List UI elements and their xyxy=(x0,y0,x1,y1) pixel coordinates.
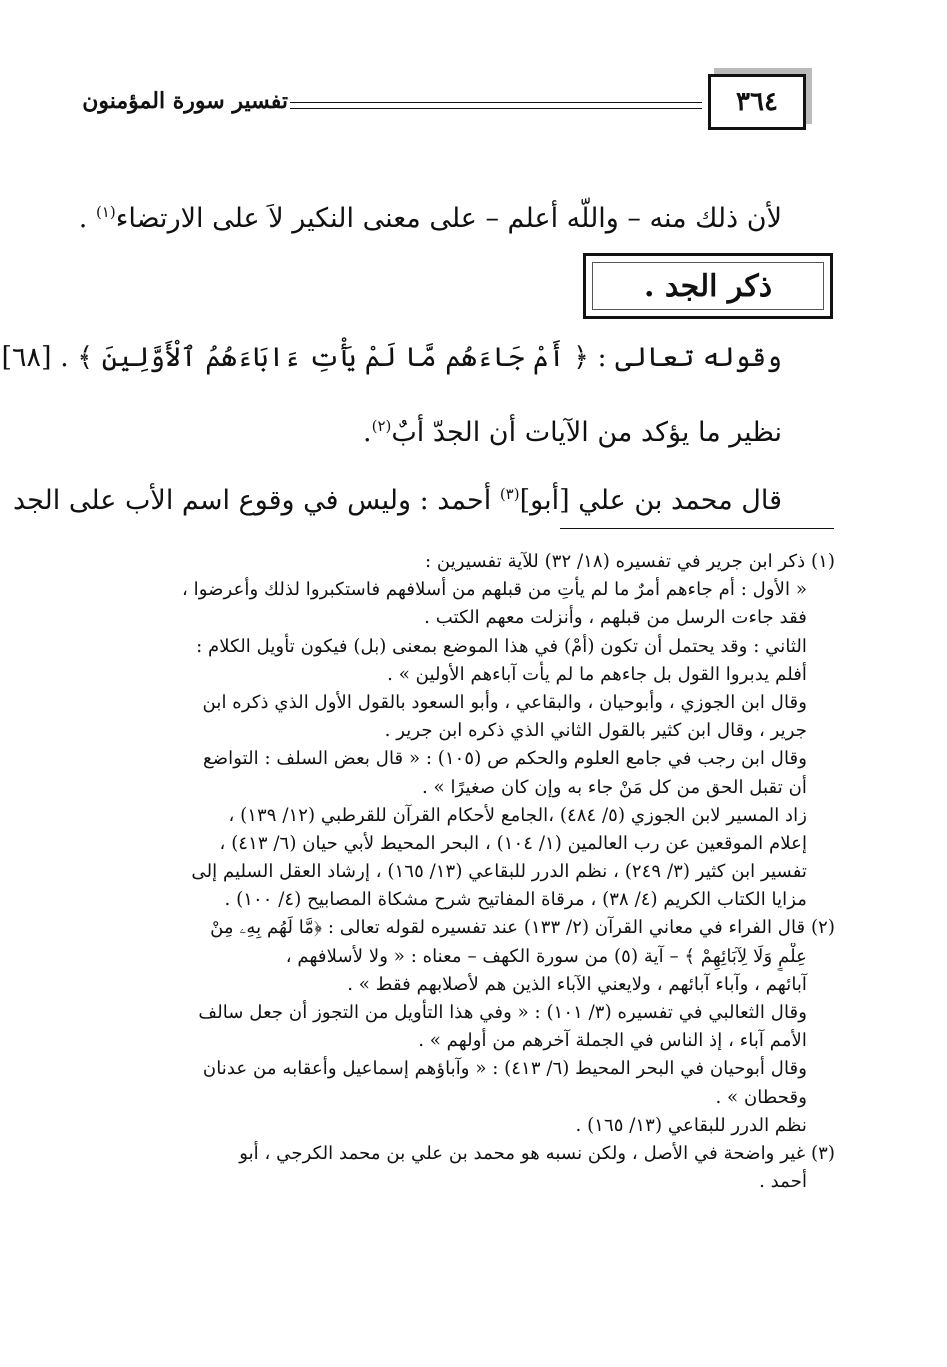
page-number: ٣٦٤ xyxy=(708,74,806,130)
footnote-line: وقال الثعالبي في تفسيره (٣/ ١٠١) : « وفي هذا التأويل من التجوز أن جعل سالف xyxy=(198,1002,807,1023)
body-line xyxy=(363,406,782,453)
body-text: أحمد : وليس في وقوع اسم الأب على الجد xyxy=(12,485,500,516)
footnote-line: فقد جاءت الرسل من قبلهم ، وأنزلت معهم الكتب . xyxy=(424,607,807,629)
footnote-line: وقال أبوحيان في البحر المحيط (٦/ ٤١٣) : « وآباؤهم إسماعيل وأعقابه من عدنان xyxy=(202,1058,807,1080)
footnote-line: الأمم آباء ، إذ الناس في الجملة آخرهم من أولهم » . xyxy=(418,1030,807,1052)
footnote-line: مزايا الكتاب الكريم (٤/ ٣٨) ، مرقاة المفاتيح شرح مشكاة المصابيح (٤/ ١٠٠) . xyxy=(224,889,807,911)
body-text: وقوله تعالى : xyxy=(588,342,782,373)
footnote-ref: (١) xyxy=(95,203,116,221)
body-text: . xyxy=(363,417,372,448)
body-line xyxy=(79,192,782,239)
body-line xyxy=(1,338,782,378)
header-rule xyxy=(290,108,702,109)
body-line xyxy=(13,474,782,521)
section-title: ذكر الجد . xyxy=(643,268,773,304)
footnote-line: تفسير ابن كثير (٣/ ٢٤٩) ، نظم الدرر للبقاعي (١٣/ ١٦٥) ، إرشاد العقل السليم إلى xyxy=(191,861,807,883)
body-text: نظير ما يؤكد من الآيات أن الجدّ أبٌ xyxy=(391,417,782,448)
footnote-line: وقال ابن رجب في جامع العلوم والحكم ص (١٠٥) : « قال بعض السلف : التواضع xyxy=(203,748,807,770)
footnote-line: وقحطان » . xyxy=(715,1086,807,1108)
footnote-line: الثاني : وقد يحتمل أن تكون (أمْ) في هذا الموضع بمعنى (بل) فيكون تأويل الكلام : xyxy=(196,635,807,657)
footnote-ref: (٢) xyxy=(371,417,392,435)
footnote-line: وقال ابن الجوزي ، وأبوحيان ، والبقاعي ، وأبو السعود بالقول الأول الذي ذكره ابن xyxy=(202,691,807,713)
running-title: تفسير سورة المؤمنون xyxy=(82,88,288,114)
footnote-line: آبائهم ، وآباء آبائهم ، ولايعني الآباء الذين هم لأصلابهم فقط » . xyxy=(347,973,807,995)
footnotes xyxy=(95,548,835,1196)
footnote-separator xyxy=(560,528,834,529)
footnote-line: زاد المسير لابن الجوزي (٥/ ٤٨٤) ،الجامع لأحكام القرآن للقرطبي (١٢/ ١٣٩) ، xyxy=(228,804,807,826)
footnote-line: « الأول : أم جاءهم أمرٌ ما لم يأتِ من قبلهم من أسلافهم فاستكبروا لذلك وأعرضوا ، xyxy=(181,579,807,601)
header-rule xyxy=(290,102,702,103)
footnote-line: أفلم يدبروا القول بل جاءهم ما لم يأت آباءهم الأولين » . xyxy=(387,663,807,685)
verse-reference: . [٦٨] xyxy=(1,342,78,373)
footnote-line: جرير ، وقال ابن كثير بالقول الثاني الذي ذكره ابن جرير . xyxy=(384,720,807,742)
section-heading-box xyxy=(583,253,833,319)
footnote-line: أحمد . xyxy=(759,1171,807,1193)
footnote-line: (٣) غير واضحة في الأصل ، ولكن نسبه هو محمد بن علي بن محمد الكرجي ، أبو xyxy=(239,1142,835,1164)
footnote-line: (٢) قال الفراء في معاني القرآن (٢/ ١٣٣) عند تفسيره لقوله تعالى : ﴿مَّا لَهُم بِهِۦ مِنْ xyxy=(210,917,835,939)
footnote-line: عِلْمٍ وَلَا لِآبَائِهِمْ ﴾ – آية (٥) من سورة الكهف – معناه : « ولا لأسلافهم ، xyxy=(285,945,807,967)
footnote-line: إعلام الموقعين عن رب العالمين (١/ ١٠٤) ، البحر المحيط لأبي حيان (٦/ ٤١٣) ، xyxy=(219,832,807,854)
body-text: . xyxy=(78,203,96,234)
body-text: لأن ذلك منه – واللّه أعلم – على معنى النكير لاَ على الارتضاء xyxy=(115,203,782,234)
footnote-line: (١) ذكر ابن جرير في تفسيره (١٨/ ٣٢) للآية تفسيرين : xyxy=(424,551,835,572)
footnote-line: أن تقبل الحق من كل مَنْ جاء به وإن كان صغيرًا » . xyxy=(421,776,807,798)
footnote-ref: (٣) xyxy=(499,485,520,503)
page-header xyxy=(0,0,947,140)
footnote-line: نظم الدرر للبقاعي (١٣/ ١٦٥) . xyxy=(575,1114,807,1136)
body-text: قال محمد بن علي [أبو] xyxy=(519,485,782,516)
quran-verse: ﴿ أَمْ جَاءَهُم مَّا لَمْ يَأْتِ ءَابَاءَهُمُ ٱلْأَوَّلِينَ ﴾ xyxy=(77,342,589,373)
